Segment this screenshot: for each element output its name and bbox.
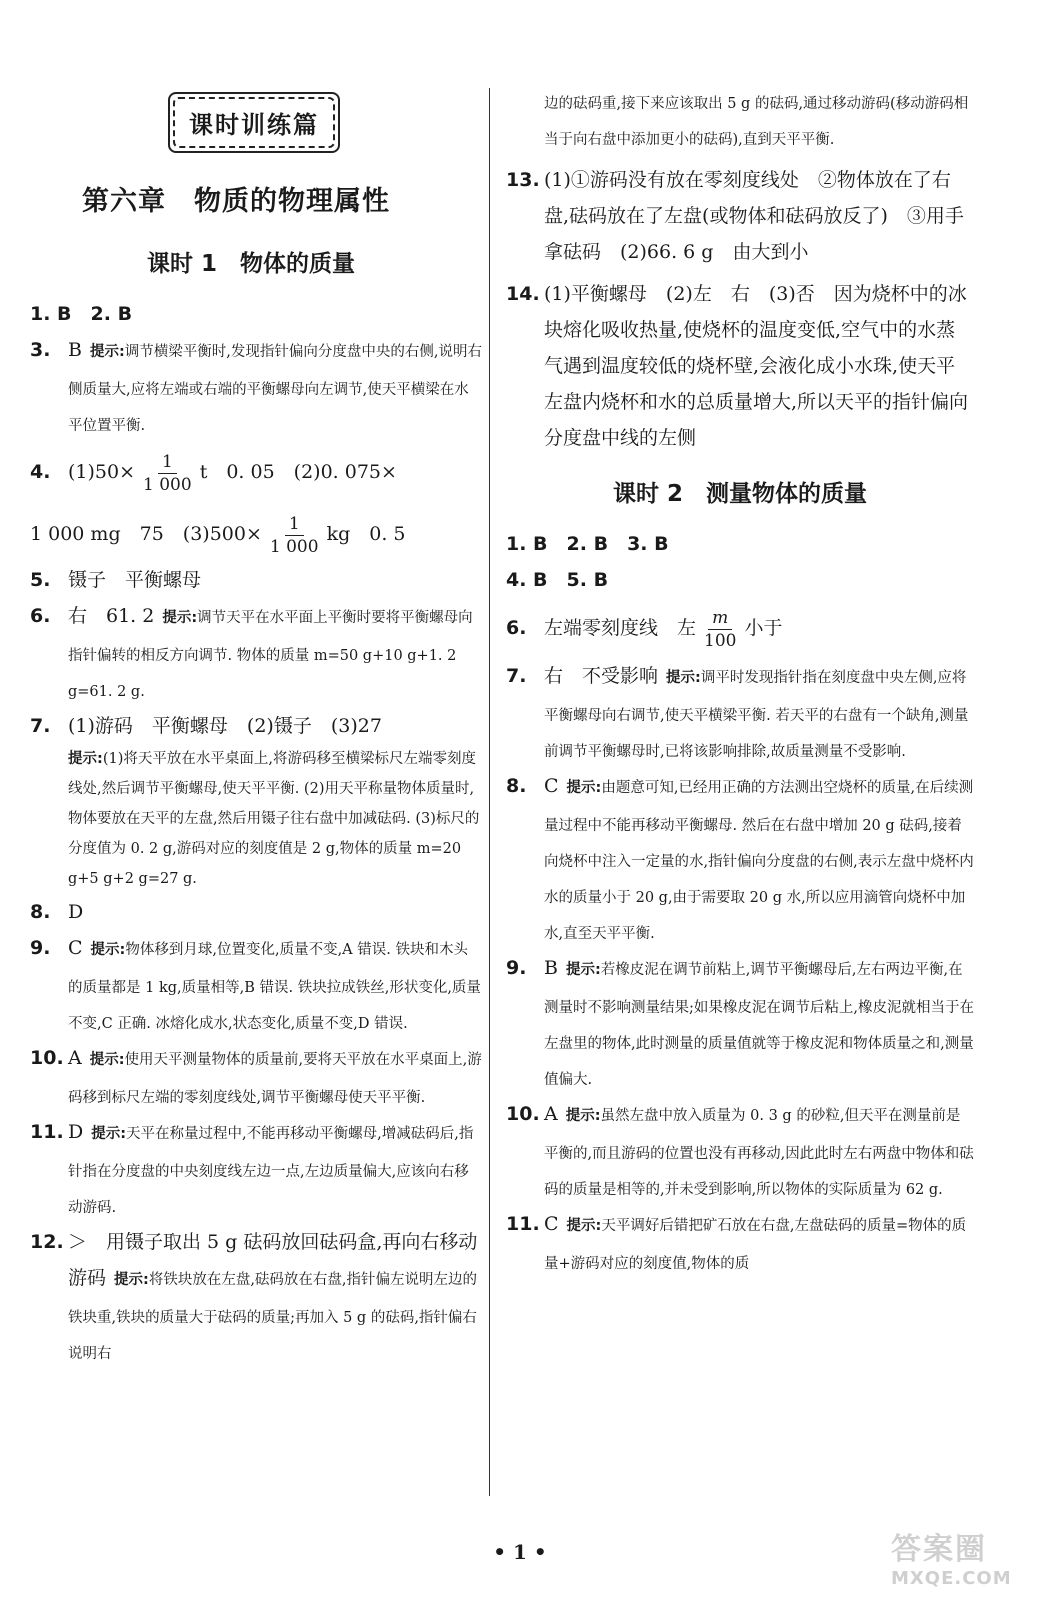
fraction-numerator: m — [708, 607, 732, 630]
question-number: 5. — [30, 569, 51, 591]
hint-text: 调平时发现指针指在刻度盘中央左侧,应将平衡螺母向右调节,使天平横梁平衡. 若天平的右盘有一个缺角,测量前调节平衡螺母时,已将该影响排除,故质量测量不受影响. — [544, 670, 969, 760]
answer-text: (1)游码 平衡螺母 (2)镊子 (3)27 — [68, 715, 382, 737]
answer-text: 1. B 2. B 3. B — [506, 533, 669, 555]
lesson-2-title: 课时 2 测量物体的质量 — [612, 481, 867, 507]
hint-text: 若橡皮泥在调节前粘上,调节平衡螺母后,左右两边平衡,在测量时不影响测量结果;如果橡皮泥在调节后粘上,橡皮泥就相当于在左盘里的物体,此时测量的质量值就等于橡皮泥和物体质量之和,测量值偏大. — [544, 962, 974, 1088]
answer-text: 左端零刻度线 左 — [544, 617, 697, 639]
hint-label: 提示: — [565, 1108, 601, 1124]
fraction-numerator: 1 — [158, 451, 177, 474]
hint-text: 天平在称量过程中,不能再移动平衡螺母,增减砝码后,指针指在分度盘的中央刻度线左边一点,左边质量偏大,应该向右移动游码. — [68, 1126, 474, 1216]
answer-q5 — [30, 562, 482, 598]
question-number: 6. — [506, 617, 527, 639]
answer-text: 4. B 5. B — [506, 569, 609, 591]
question-number: 12. — [30, 1231, 64, 1253]
answer-q14 — [506, 276, 974, 456]
answer-text: B — [544, 957, 558, 979]
answer-text: C — [544, 1213, 559, 1235]
answer-text: A — [68, 1047, 82, 1069]
hint-text: 调节天平在水平面上平衡时要将平衡螺母向指针偏转的相反方向调节. 物体的质量 m=50 g+10 g+1. 2 g=61. 2 g. — [68, 610, 473, 700]
question-number: 11. — [30, 1121, 64, 1143]
answer-text: (1)①游码没有放在零刻度线处 ②物体放在了右盘,砝码放在了左盘(或物体和砝码放反了) ③用手拿砝码 (2)66. 6 g 由大到小 — [544, 169, 964, 263]
question-number: 10. — [30, 1047, 64, 1069]
question-number: 8. — [506, 775, 527, 797]
hint-label: 提示: — [90, 942, 126, 958]
watermark-url: MXQE.COM — [891, 1568, 1012, 1589]
hint-text: 使用天平测量物体的质量前,要将天平放在水平桌面上,游码移到标尺左端的零刻度线处,调节平衡螺母使天平平衡. — [68, 1052, 482, 1106]
hint-text: 虽然左盘中放入质量为 0. 3 g 的砂粒,但天平在测量前是平衡的,而且游码的位置也没有再移动,因此此时左右两盘中物体和砝码的质量是相等的,并未受到影响,所以物体的实际质量为 62 g. — [544, 1108, 974, 1198]
answer-text: B — [68, 339, 82, 361]
question-number: 7. — [506, 665, 527, 687]
answer-q7 — [30, 708, 482, 894]
answer-l2-q9 — [506, 950, 974, 1096]
answer-q12 — [30, 1224, 482, 1370]
answer-text: 镊子 平衡螺母 — [68, 569, 202, 591]
answer-l2-q8 — [506, 768, 974, 950]
answer-q1-q2 — [30, 296, 482, 332]
answer-q11 — [30, 1114, 482, 1224]
hint-label: 提示: — [666, 670, 701, 686]
answer-q12-continued — [506, 84, 974, 156]
hint-label: 提示: — [566, 1218, 602, 1234]
answer-l2-q10 — [506, 1096, 974, 1206]
answer-text: 1. B 2. B — [30, 303, 133, 325]
hint-label: 提示: — [89, 344, 125, 360]
question-number: 4. — [30, 461, 51, 483]
question-number: 11. — [506, 1213, 540, 1235]
question-number: 13. — [506, 169, 540, 191]
answer-text: C — [68, 937, 83, 959]
question-number: 14. — [506, 283, 540, 305]
answer-l2-q4-q5 — [506, 562, 974, 598]
answer-text: C — [544, 775, 559, 797]
hint-label: 提示: — [566, 780, 602, 796]
answer-text: (1)平衡螺母 (2)左 右 (3)否 因为烧杯中的冰块熔化吸收热量,使烧杯的温度变低,空气中的水蒸气遇到温度较低的烧杯壁,会液化成小水珠,使天平左盘内烧杯和水的总质量增大,所以天平的指针偏向分度盘中线的左侧 — [544, 283, 969, 449]
lesson-1-title: 课时 1 物体的质量 — [146, 251, 355, 277]
answer-text: 小于 — [744, 617, 783, 639]
fraction-numerator: 1 — [285, 513, 304, 536]
answer-q8 — [30, 894, 482, 930]
column-divider — [489, 88, 490, 1496]
answer-q6 — [30, 598, 482, 708]
answer-l2-q6 — [506, 604, 974, 652]
answer-text: D — [68, 901, 84, 923]
hint-text: 物体移到月球,位置变化,质量不变,A 错误. 铁块和木头的质量都是 1 kg,质量相等,B 错误. 铁块拉成铁丝,形状变化,质量不变,C 正确. 冰熔化成水,状态变化,质量不变,D 错误. — [68, 942, 481, 1032]
question-number: 3. — [30, 339, 51, 361]
section-badge — [168, 92, 340, 153]
section-badge-label: 课时训练篇 — [173, 97, 335, 148]
page-number: • 1 • — [493, 1540, 547, 1564]
answer-q13 — [506, 162, 974, 270]
answer-text: ＞ 用镊子取出 5 g 砝码放回砝码盒,再向右移动游码 — [68, 1231, 478, 1289]
fraction-m-over-100 — [700, 607, 740, 652]
watermark-text: 答案圈 — [891, 1532, 987, 1567]
watermark-logo — [891, 1524, 1031, 1589]
answer-text: t 0. 05 (2)0. 075× — [199, 461, 397, 483]
answer-text: kg 0. 5 — [326, 523, 406, 545]
answer-text: (1)50× — [68, 461, 136, 483]
hint-label: 提示: — [91, 1126, 127, 1142]
hint-label: 提示: — [114, 1272, 149, 1288]
question-number: 8. — [30, 901, 51, 923]
hint-text: (1)将天平放在水平桌面上,将游码移至横梁标尺左端零刻度线处,然后调节平衡螺母,使天平平衡. (2)用天平称量物体质量时,物体要放在天平的左盘,然后用镊子往右盘中加减砝码. (3)标尺的分度值为 0. 2 g,游码对应的刻度值是 2 g,物体的质量 m=20 g+5 g+2 g=27 g. — [68, 751, 480, 887]
answer-q4 — [30, 448, 482, 558]
answer-q10 — [30, 1040, 482, 1114]
hint-text: 将铁块放在左盘,砝码放在右盘,指针偏左说明左边的铁块重,铁块的质量大于砝码的质量;再加入 5 g 的砝码,指针偏右说明右 — [68, 1272, 478, 1362]
hint-text: 由题意可知,已经用正确的方法测出空烧杯的质量,在后续测量过程中不能再移动平衡螺母. 然后在右盘中增加 20 g 砝码,接着向烧杯中注入一定量的水,指针偏向分度盘的右侧,表示左盘中烧杯内水的质量小于 20 g,由于需要取 20 g 水,所以应用滴管向烧杯中加水,直至天平平衡. — [544, 780, 974, 942]
hint-label: 提示: — [89, 1052, 125, 1068]
question-number: 7. — [30, 715, 51, 737]
question-number: 9. — [30, 937, 51, 959]
fraction-1 — [139, 451, 196, 496]
question-number: 9. — [506, 957, 527, 979]
answer-text: 右 61. 2 — [68, 605, 155, 627]
question-number: 6. — [30, 605, 51, 627]
hint-label: 提示: — [68, 751, 103, 767]
hint-label: 提示: — [162, 610, 198, 626]
fraction-denominator: 1 000 — [143, 474, 192, 495]
fraction-denominator: 1 000 — [269, 536, 319, 557]
answer-text: D — [68, 1121, 84, 1143]
answer-l2-q11 — [506, 1206, 974, 1280]
hint-label: 提示: — [565, 962, 601, 978]
answer-text: 1 000 mg 75 (3)500× — [30, 523, 262, 545]
fraction-denominator: 100 — [704, 630, 737, 651]
hint-text: 调节横梁平衡时,发现指针偏向分度盘中央的右侧,说明右侧质量大,应将左端或右端的平衡螺母向左调节,使天平横梁在水平位置平衡. — [68, 344, 482, 434]
question-number: 10. — [506, 1103, 540, 1125]
chapter-title: 第六章 物质的物理属性 — [82, 186, 390, 217]
answer-text: A — [544, 1103, 558, 1125]
answer-q3 — [30, 332, 482, 442]
hint-text: 边的砝码重,接下来应该取出 5 g 的砝码,通过移动游码(移动游码相当于向右盘中添加更小的砝码),直到天平平衡. — [544, 96, 969, 148]
left-column — [30, 70, 482, 1370]
answer-l2-q7 — [506, 658, 974, 768]
answer-text: 右 不受影响 — [544, 665, 659, 687]
fraction-2 — [266, 513, 323, 558]
right-column — [506, 84, 974, 1280]
hint-text: 天平调好后错把矿石放在右盘,左盘砝码的质量=物体的质量+游码对应的刻度值,物体的质 — [544, 1218, 967, 1272]
answer-q9 — [30, 930, 482, 1040]
answer-l2-q1-q3 — [506, 526, 974, 562]
